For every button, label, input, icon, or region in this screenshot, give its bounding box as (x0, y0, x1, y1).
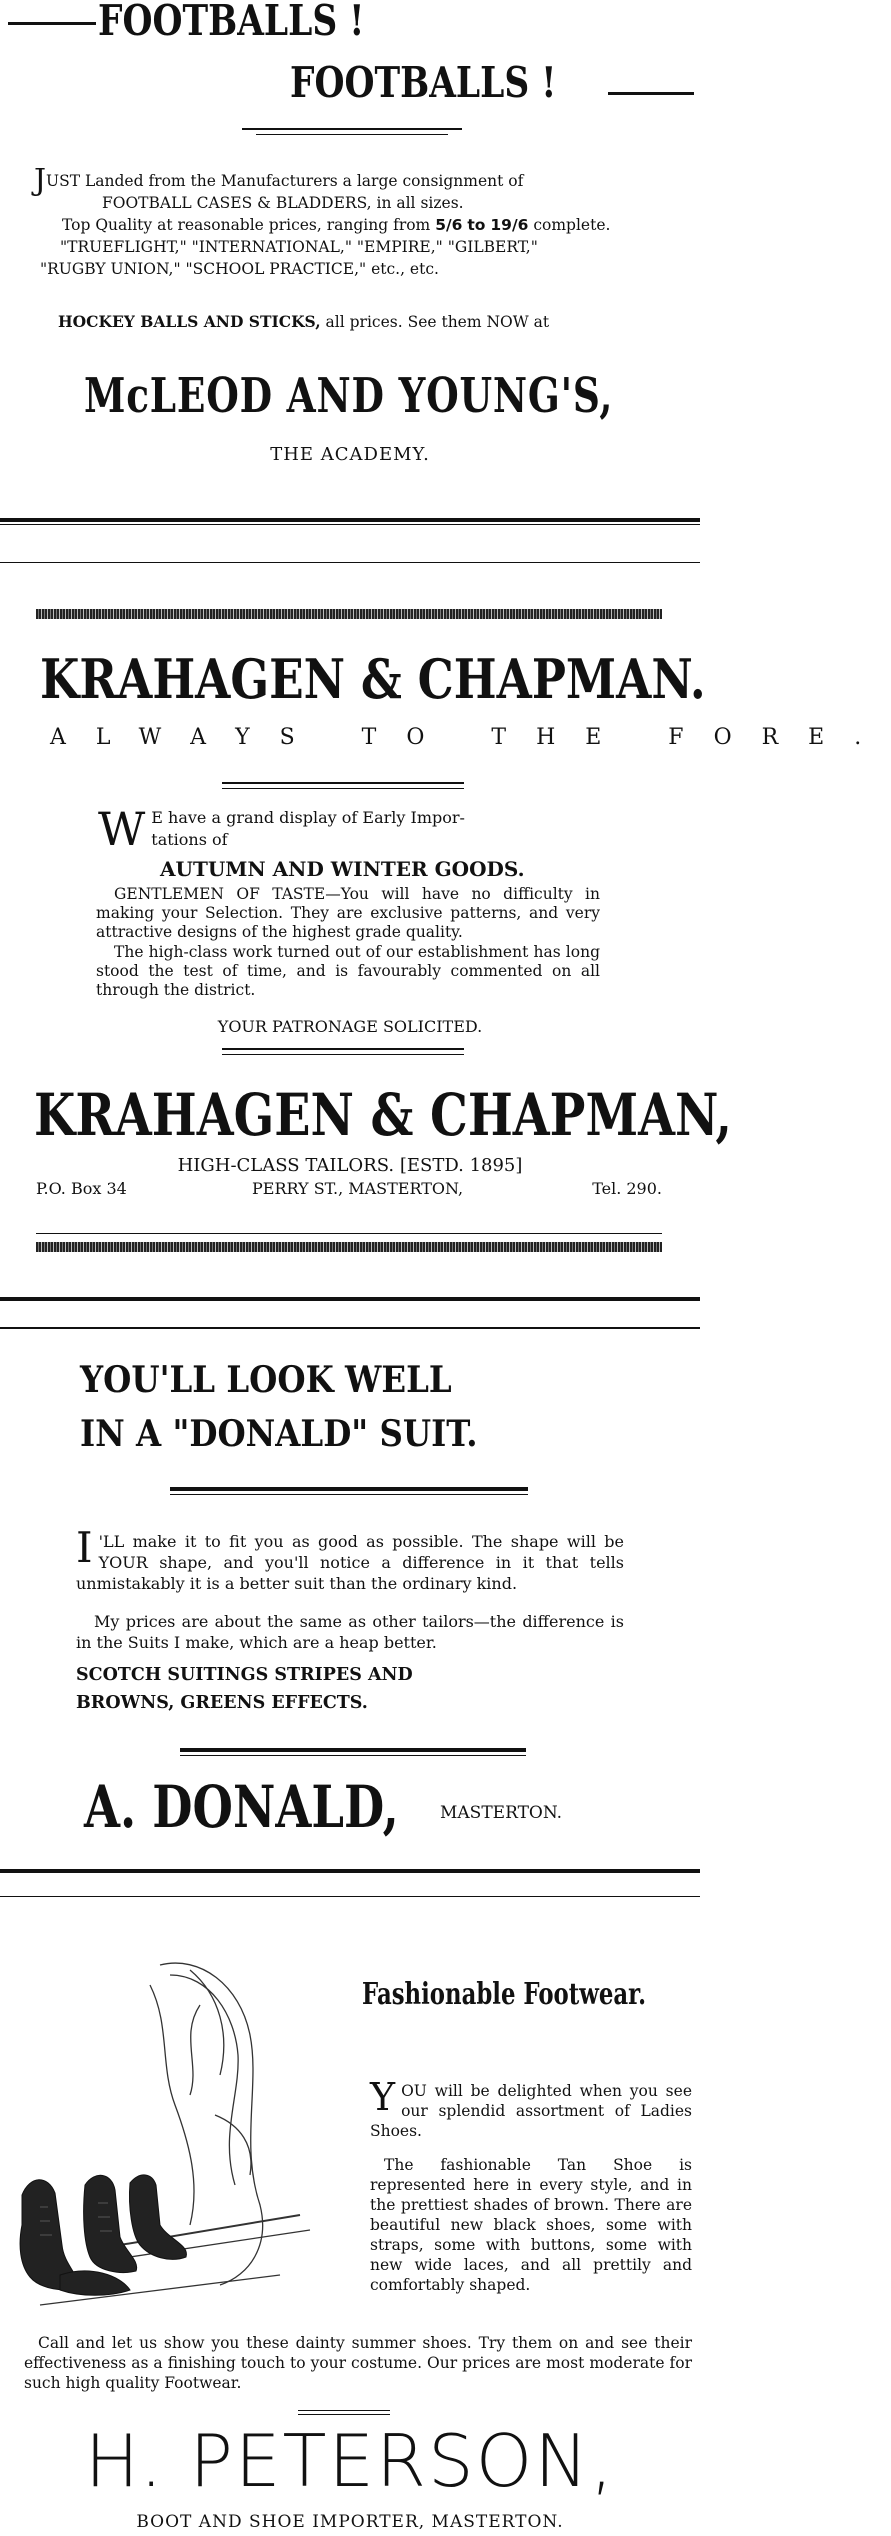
hockey-line: HOCKEY BALLS AND STICKS, all prices. See them NOW at (58, 312, 550, 331)
peterson-divider (298, 2410, 390, 2411)
peterson-para-2: The fashionable Tan Shoe is represented here in every style, and in the prettiest shades of brown. There are beautiful new black shoes, some with straps, some with buttons, some with new wide laces, and all prettily and comfortably shaped. (370, 2156, 692, 2294)
tel: Tel. 290. (592, 1179, 662, 1198)
suitings-1: SCOTCH SUITINGS STRIPES AND (76, 1665, 413, 1685)
dropcap-w: W (98, 802, 146, 856)
headline-divider (242, 128, 462, 130)
suitings-divider-2 (180, 1755, 526, 1756)
slogan-divider (222, 782, 464, 784)
peterson-para-3: Call and let us show you these dainty summer shoes. Try them on and see their effectiveness as a finishing touch to your costume. Our prices are most moderate for such high quality Footwear. (24, 2334, 692, 2392)
peterson-subtitle: BOOT AND SHOE IMPORTER, MASTERTON. (136, 2512, 564, 2532)
headline-1: FOOTBALLS ! (98, 0, 365, 45)
donald-headline-1: YOU'LL LOOK WELL (80, 1359, 452, 1401)
krahagen-title: KRAHAGEN & CHAPMAN. (40, 647, 706, 711)
peterson-divider-2 (298, 2414, 390, 2415)
top-rule (0, 562, 700, 563)
suitings-divider (180, 1748, 526, 1752)
headline-2: FOOTBALLS ! (290, 58, 557, 107)
krahagen-para-2: The high-class work turned out of our establishment has long stood the test of time, and is favourably commented on all through the district. (96, 943, 600, 999)
patronage-divider (222, 1048, 464, 1050)
donald-headline-2: IN A "DONALD" SUIT. (80, 1413, 478, 1455)
price-to: to (467, 216, 486, 234)
donald-ad (0, 1305, 700, 1885)
football-ad (0, 0, 700, 525)
price-high: 19/6 (490, 216, 529, 234)
peterson-name: H. PETERSON, (84, 2419, 616, 2503)
footwear-title: Fashionable Footwear. (362, 1977, 647, 2012)
donald-name: A. DONALD, (84, 1773, 399, 1841)
patronage: YOUR PATRONAGE SOLICITED. (217, 1017, 483, 1036)
po-box: P.O. Box 34 (36, 1179, 127, 1198)
ornamental-bar-bottom (36, 1242, 662, 1252)
donald-bottom-rule (0, 1869, 700, 1873)
krahagen-para-1: GENTLEMEN OF TASTE—You will have no difficulty in making your Selection. They are exclusive patterns, and very attractive designs of the highest grade quality. (96, 885, 600, 941)
donald-top-rule (0, 1327, 700, 1329)
brands-line-2: "RUGBY UNION," "SCHOOL PRACTICE," etc., etc. (40, 260, 439, 278)
headline-left-rule (8, 22, 96, 25)
krahagen-footer-sub: HIGH-CLASS TAILORS. [ESTD. 1895] (177, 1155, 523, 1176)
bar-top-rule (36, 1233, 662, 1234)
peterson-top-rule (0, 1896, 700, 1897)
headline-divider-thin (256, 134, 448, 135)
peterson-ad (0, 1885, 700, 2536)
headline-right-rule (608, 92, 694, 95)
street: PERRY ST., MASTERTON, (252, 1179, 464, 1198)
donald-town: MASTERTON. (440, 1803, 563, 1823)
ladies-shoes-illustration (0, 1945, 340, 2325)
goods-heading: AUTUMN AND WINTER GOODS. (160, 857, 525, 881)
donald-para-2: My prices are about the same as other tailors—the difference is in the Suits I make, which are a heap better. (76, 1612, 624, 1652)
body-line-1: JUST Landed from the Manufacturers a large consignment of (34, 163, 524, 198)
krahagen-bottom-rule (0, 1297, 700, 1301)
krahagen-ad (0, 525, 891, 1305)
dropcap-i: I (76, 1523, 93, 1572)
headline-underline-2 (170, 1494, 528, 1495)
peterson-para-1: YOU will be delighted when you see our splendid assortment of Ladies Shoes. (370, 2075, 692, 2140)
intro-line-1: E have a grand display of Early Impor- (151, 808, 465, 827)
ornamental-bar-top (36, 609, 662, 619)
krahagen-footer-name: KRAHAGEN & CHAPMAN, (34, 1081, 732, 1149)
slogan-divider-2 (222, 788, 464, 789)
brands-line-1: "TRUEFLIGHT," "INTERNATIONAL," "EMPIRE," "GILBERT," (60, 238, 538, 256)
store-subtitle: THE ACADEMY. (270, 444, 430, 465)
intro (98, 802, 598, 856)
headline-underline (170, 1487, 528, 1491)
football-bottom-rule (0, 518, 700, 522)
store-name: McLEOD AND YOUNG'S, (84, 368, 614, 424)
intro-line-2: tations of (151, 830, 228, 849)
body-line-3: Top Quality at reasonable prices, ranging from 5/6 to 19/6 complete. (62, 216, 611, 234)
price-low: 5/6 (435, 216, 463, 234)
patronage-divider-2 (222, 1054, 464, 1055)
suitings-2: BROWNS, GREENS EFFECTS. (76, 1693, 368, 1713)
body-line-2: FOOTBALL CASES & BLADDERS, in all sizes. (102, 194, 464, 212)
football-body (34, 163, 674, 280)
donald-para-1: I 'LL make it to fit you as good as possible. The shape will be YOUR shape, and you'll notice a difference in it that tells unmistakably it is a better suit than the ordinary kind. (76, 1523, 624, 1593)
slogan: ALWAYS TO THE FORE. (50, 725, 891, 750)
dropcap-y: Y (370, 2075, 396, 2119)
